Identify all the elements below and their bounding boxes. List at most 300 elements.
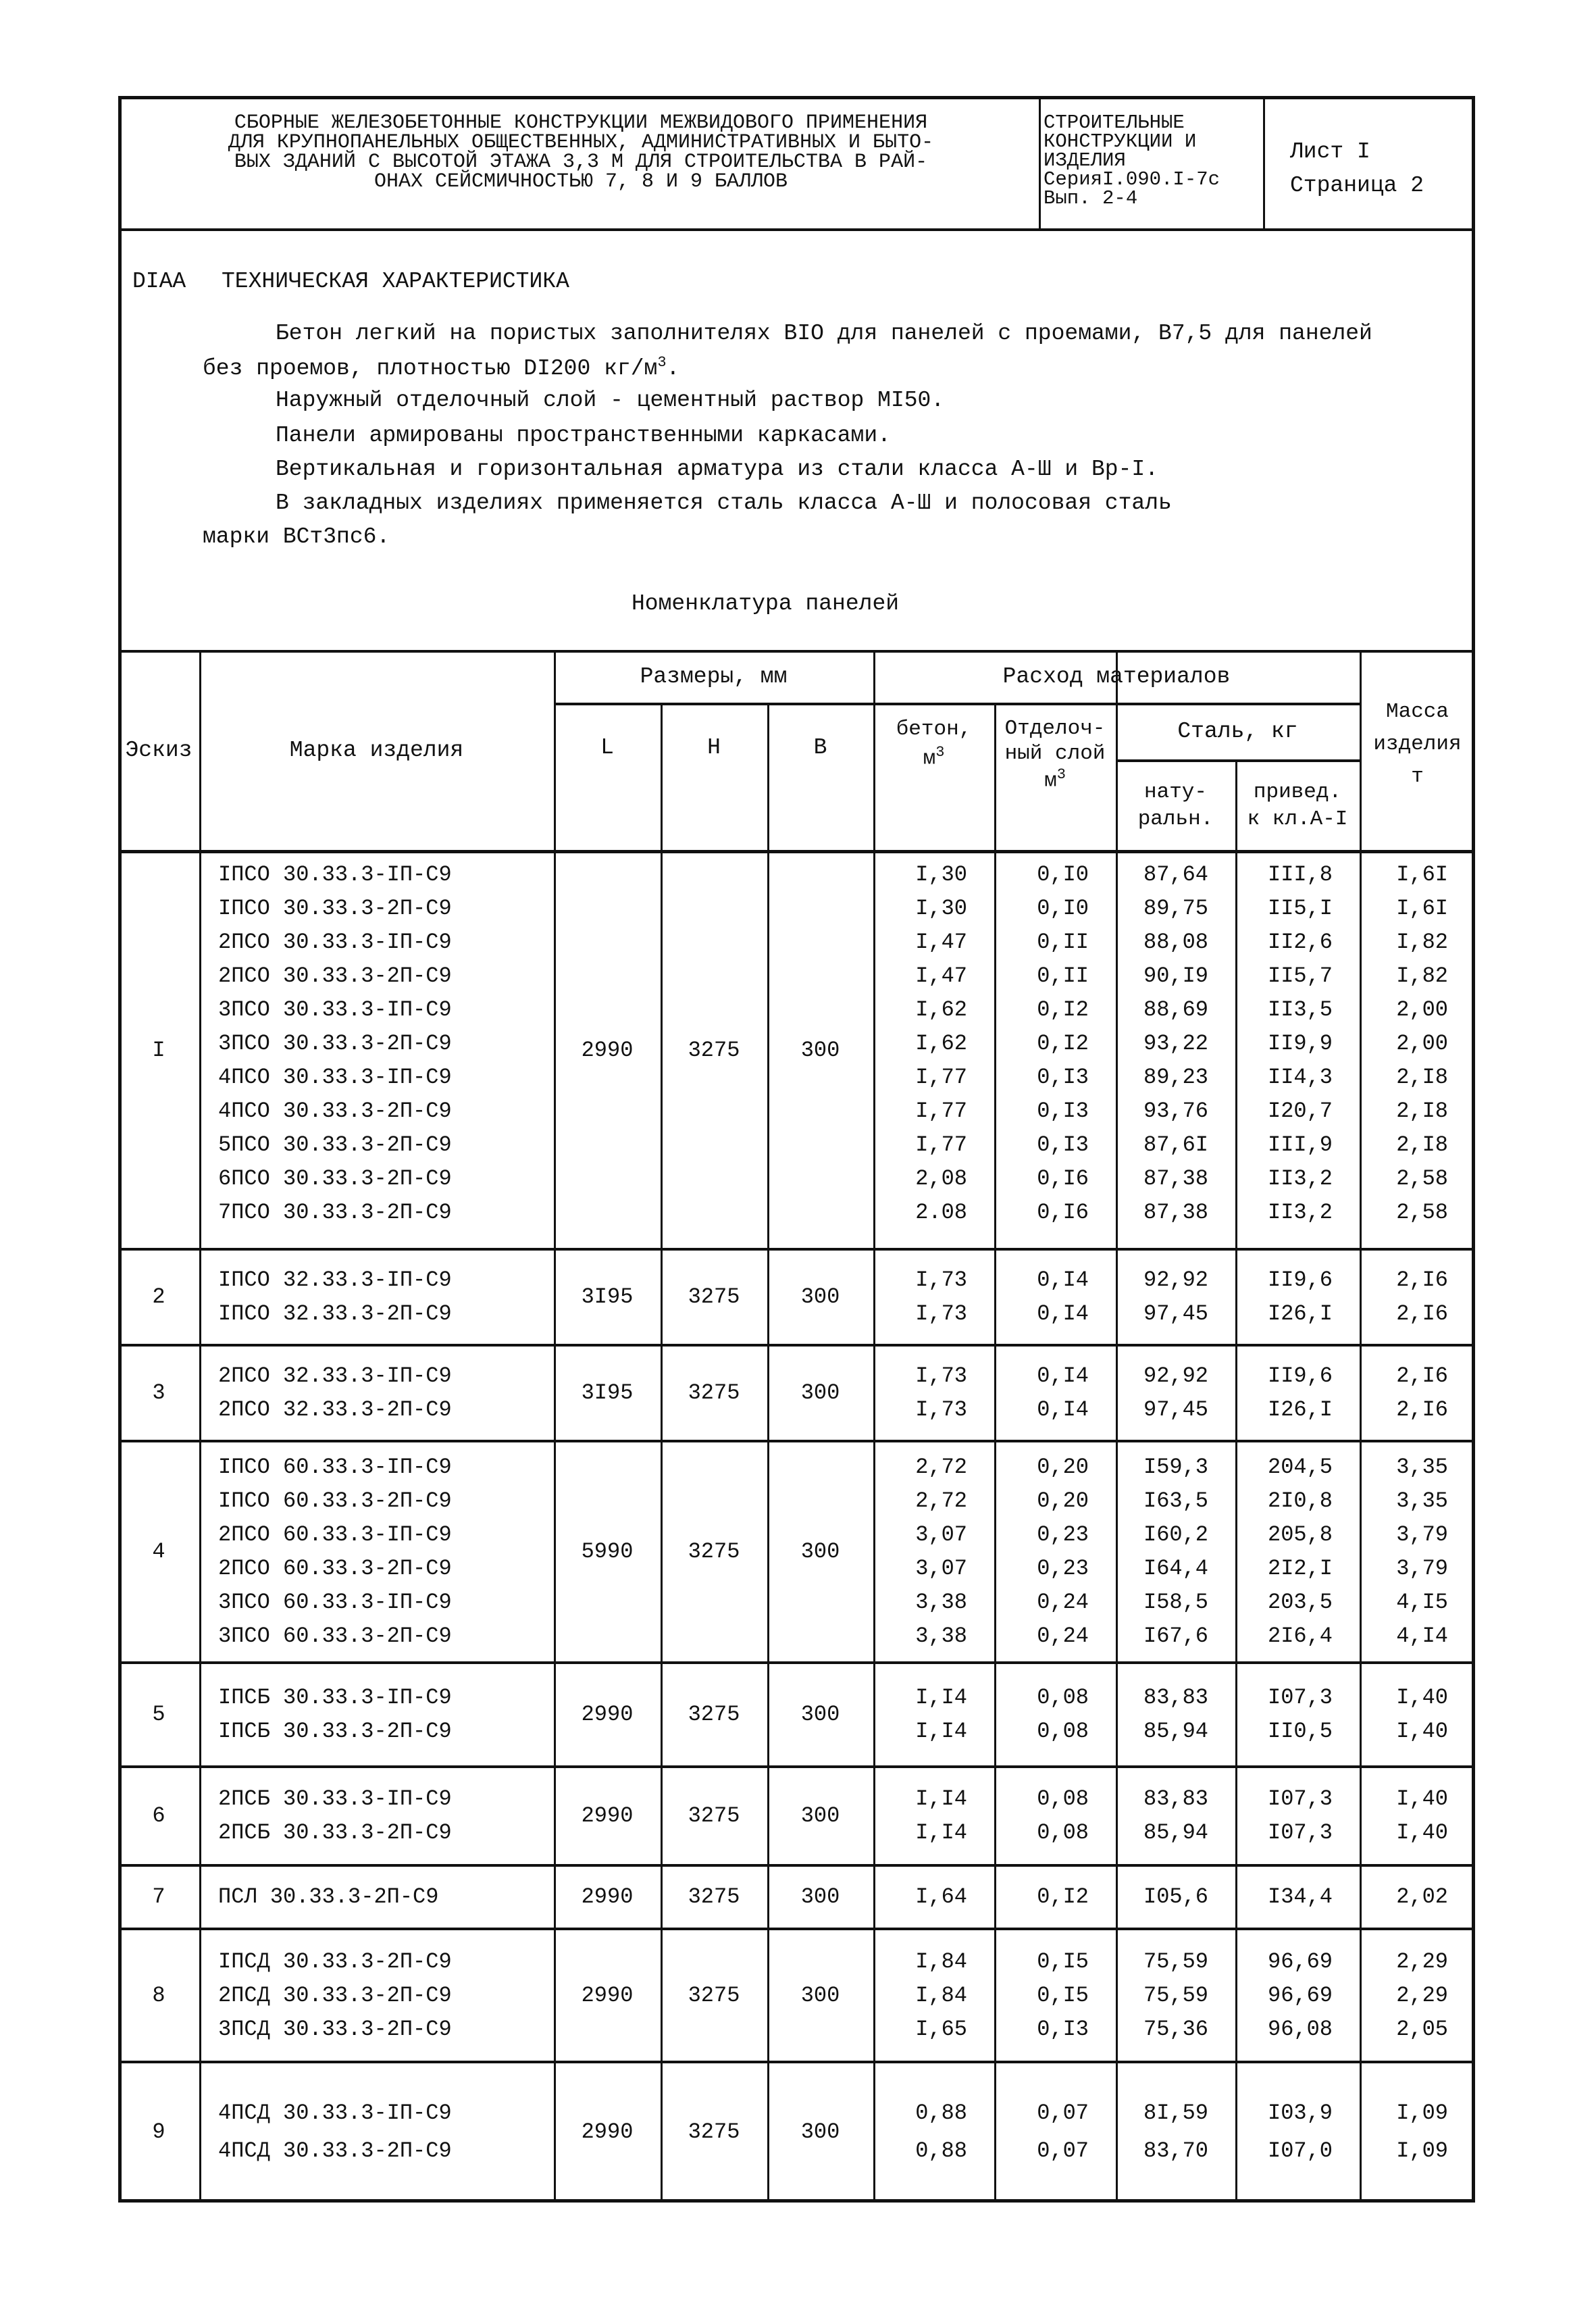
dimension-L: [554, 1865, 661, 1929]
col-L: L: [600, 734, 614, 760]
steel-natural-cell: 92,92: [1143, 1267, 1208, 1292]
finish-cell: 0,I3: [1037, 2016, 1089, 2042]
column-mass: [1360, 1663, 1475, 1767]
dimension-H: [661, 1249, 767, 1345]
sketch-number-value: 6: [152, 1803, 165, 1828]
divider: [1039, 96, 1041, 230]
label: Масса: [1385, 700, 1449, 724]
steel-reduced-cell: I07,3: [1267, 1820, 1333, 1845]
steel-reduced-cell: I07,3: [1267, 1685, 1333, 1710]
dimension-L-value: 2990: [581, 2119, 634, 2144]
superscript: 3: [935, 744, 945, 761]
dimension-B: [767, 1865, 873, 1929]
divider: [1263, 96, 1265, 230]
column-concrete: [873, 851, 994, 1249]
title-line: ДЛЯ КРУПНОПАНЕЛЬНЫХ ОБЩЕСТВЕННЫХ, АДМИНИСТРАТИВНЫХ И БЫТО-: [228, 131, 934, 154]
dimension-H: [661, 1345, 767, 1441]
concrete-cell: I,30: [915, 896, 967, 921]
steel-reduced-cell: I26,I: [1267, 1397, 1333, 1422]
mark-cell: 2ПСБ 30.33.3-2П-С9: [218, 1820, 452, 1845]
section-code: DIAA: [132, 269, 186, 294]
finish-cell: 0,II: [1037, 930, 1089, 955]
paragraph-text: .: [666, 356, 680, 381]
steel-reduced-cell: 2I0,8: [1267, 1488, 1333, 1513]
dimension-B-value: 300: [800, 1884, 840, 1909]
mass-cell: 3,79: [1396, 1522, 1448, 1547]
page-number: Страница 2: [1290, 173, 1424, 198]
mass-cell: 2,00: [1396, 1031, 1448, 1056]
finish-cell: 0,08: [1037, 1820, 1089, 1845]
dimension-H-value: 3275: [688, 1702, 740, 1727]
steel-natural-cell: 83,83: [1143, 1786, 1208, 1811]
column-finish: [994, 1865, 1116, 1929]
mass-cell: I,09: [1396, 2138, 1448, 2163]
label: [923, 743, 945, 773]
col-mark: Марка изделия: [289, 737, 464, 763]
col-mass: [1360, 696, 1475, 793]
column-mark: [199, 851, 554, 1249]
column-concrete: [873, 1767, 994, 1865]
steel-reduced-cell: III,9: [1267, 1132, 1333, 1157]
finish-cell: 0,I0: [1037, 862, 1089, 887]
sketch-number: [118, 1249, 199, 1345]
column-concrete: [873, 1929, 994, 2062]
steel-natural-cell: 75,36: [1143, 2016, 1208, 2042]
concrete-cell: 2.08: [915, 1200, 967, 1225]
sketch-number: [118, 1663, 199, 1767]
steel-natural-cell: 89,75: [1143, 896, 1208, 921]
column-mark: [199, 1767, 554, 1865]
mark-cell: 2ПСД 30.33.3-2П-С9: [218, 1982, 452, 2008]
concrete-cell: I,77: [915, 1099, 967, 1124]
paragraph: Панели армированы пространственными каркасами.: [276, 423, 891, 448]
mark-cell: IПСО 32.33.3-IП-С9: [218, 1267, 452, 1292]
label: Отделоч-: [1004, 717, 1106, 740]
steel-natural-cell: 88,69: [1143, 997, 1208, 1022]
finish-cell: 0,20: [1037, 1455, 1089, 1480]
mass-cell: 2,I6: [1396, 1397, 1448, 1422]
dimension-H-value: 3275: [688, 1982, 740, 2008]
concrete-cell: 2,08: [915, 1166, 967, 1191]
steel-reduced-cell: I07,0: [1267, 2138, 1333, 2163]
column-steel-natural: [1116, 1441, 1235, 1663]
column-steel-reduced: [1235, 1929, 1360, 2062]
steel-natural-cell: 93,76: [1143, 1099, 1208, 1124]
finish-cell: 0,24: [1037, 1590, 1089, 1615]
unit: м: [923, 747, 936, 771]
col-sizes: Размеры, мм: [640, 663, 788, 689]
steel-reduced-cell: II4,3: [1267, 1065, 1333, 1090]
sketch-number: [118, 2062, 199, 2203]
dimension-L: [554, 1345, 661, 1441]
dimension-L: [554, 1767, 661, 1865]
steel-natural-cell: 87,64: [1143, 862, 1208, 887]
mass-cell: I,6I: [1396, 862, 1448, 887]
mass-cell: 2,I8: [1396, 1065, 1448, 1090]
column-steel-reduced: [1235, 2062, 1360, 2203]
column-steel-reduced: [1235, 851, 1360, 1249]
dimension-B-value: 300: [800, 1539, 840, 1564]
column-concrete: [873, 1345, 994, 1441]
finish-cell: 0,I2: [1037, 1031, 1089, 1056]
mass-cell: 2,05: [1396, 2016, 1448, 2042]
concrete-cell: 3,07: [915, 1556, 967, 1581]
mark-cell: 6ПСО 30.33.3-2П-С9: [218, 1166, 452, 1191]
dimension-H: [661, 1865, 767, 1929]
steel-natural-cell: 85,94: [1143, 1820, 1208, 1845]
mark-cell: IПСО 32.33.3-2П-С9: [218, 1301, 452, 1326]
column-finish: [994, 1767, 1116, 1865]
mass-cell: I,40: [1396, 1820, 1448, 1845]
column-steel-natural: [1116, 851, 1235, 1249]
mass-cell: 3,35: [1396, 1455, 1448, 1480]
sketch-number: [118, 1929, 199, 2062]
dimension-B-value: 300: [800, 2119, 840, 2144]
superscript: 3: [1056, 766, 1066, 784]
mark-cell: 3ПСО 30.33.3-IП-С9: [218, 997, 452, 1022]
steel-reduced-cell: I03,9: [1267, 2101, 1333, 2126]
mass-cell: 2,29: [1396, 1948, 1448, 1974]
steel-reduced-cell: II5,7: [1267, 963, 1333, 988]
steel-natural-cell: 93,22: [1143, 1031, 1208, 1056]
finish-cell: 0,I5: [1037, 1948, 1089, 1974]
concrete-cell: I,65: [915, 2016, 967, 2042]
mark-cell: 3ПСД 30.33.3-2П-С9: [218, 2016, 452, 2042]
steel-reduced-cell: II9,6: [1267, 1363, 1333, 1388]
column-finish: [994, 1663, 1116, 1767]
mark-cell: IПСО 30.33.3-2П-С9: [218, 896, 452, 921]
concrete-cell: I,77: [915, 1132, 967, 1157]
finish-cell: 0,I3: [1037, 1065, 1089, 1090]
column-steel-natural: [1116, 1767, 1235, 1865]
column-steel-natural: [1116, 1345, 1235, 1441]
steel-reduced-cell: 96,69: [1267, 1948, 1333, 1974]
concrete-cell: I,30: [915, 862, 967, 887]
dimension-B: [767, 1929, 873, 2062]
column-mass: [1360, 851, 1475, 1249]
steel-reduced-cell: 96,69: [1267, 1982, 1333, 2008]
steel-natural-cell: 75,59: [1143, 1948, 1208, 1974]
sketch-number: [118, 1441, 199, 1663]
title-line: ОНАХ СЕЙСМИЧНОСТЬЮ 7, 8 И 9 БАЛЛОВ: [374, 170, 788, 193]
mark-cell: 2ПСО 32.33.3-2П-С9: [218, 1397, 452, 1422]
steel-reduced-cell: 96,08: [1267, 2016, 1333, 2042]
column-steel-natural: [1116, 1663, 1235, 1767]
label: привед.: [1253, 780, 1342, 804]
column-finish: [994, 1441, 1116, 1663]
dimension-H-value: 3275: [688, 1884, 740, 1909]
paragraph: [203, 354, 679, 381]
dimension-L-value: 2990: [581, 1037, 634, 1063]
finish-cell: 0,23: [1037, 1556, 1089, 1581]
concrete-cell: I,I4: [915, 1685, 967, 1710]
column-mark: [199, 1663, 554, 1767]
dimension-B: [767, 1345, 873, 1441]
column-steel-reduced: [1235, 1663, 1360, 1767]
finish-cell: 0,I4: [1037, 1301, 1089, 1326]
column-concrete: [873, 1865, 994, 1929]
dimension-B-value: 300: [800, 1037, 840, 1063]
dimension-B: [767, 1663, 873, 1767]
label: ральн.: [1137, 807, 1214, 831]
concrete-cell: 0,88: [915, 2138, 967, 2163]
dimension-B-value: 300: [800, 1702, 840, 1727]
steel-reduced-cell: 2I2,I: [1267, 1556, 1333, 1581]
superscript: 3: [657, 354, 667, 371]
dimension-H-value: 3275: [688, 1380, 740, 1405]
mass-cell: I,82: [1396, 963, 1448, 988]
mass-cell: 4,I5: [1396, 1590, 1448, 1615]
finish-cell: 0,I3: [1037, 1132, 1089, 1157]
mark-cell: 2ПСО 32.33.3-IП-С9: [218, 1363, 452, 1388]
column-mass: [1360, 1767, 1475, 1865]
steel-natural-cell: 89,23: [1143, 1065, 1208, 1090]
column-steel-reduced: [1235, 1441, 1360, 1663]
mark-cell: 3ПСО 60.33.3-2П-С9: [218, 1624, 452, 1649]
mark-cell: 2ПСО 60.33.3-2П-С9: [218, 1556, 452, 1581]
mass-cell: 2,58: [1396, 1200, 1448, 1225]
finish-cell: 0,I6: [1037, 1166, 1089, 1191]
mark-cell: IПСБ 30.33.3-2П-С9: [218, 1719, 452, 1744]
steel-reduced-cell: II3,2: [1267, 1200, 1333, 1225]
sketch-number-value: 8: [152, 1982, 165, 2008]
dimension-H: [661, 1441, 767, 1663]
steel-reduced-cell: I26,I: [1267, 1301, 1333, 1326]
steel-natural-cell: 97,45: [1143, 1397, 1208, 1422]
mark-cell: 5ПСО 30.33.3-2П-С9: [218, 1132, 452, 1157]
dimension-L: [554, 1249, 661, 1345]
steel-reduced-cell: II2,6: [1267, 930, 1333, 955]
concrete-cell: I,73: [915, 1267, 967, 1292]
steel-reduced-cell: I34,4: [1267, 1884, 1333, 1909]
finish-cell: 0,I2: [1037, 1884, 1089, 1909]
column-finish: [994, 1345, 1116, 1441]
mark-cell: IПСБ 30.33.3-IП-С9: [218, 1685, 452, 1710]
mass-cell: 2,I6: [1396, 1267, 1448, 1292]
dimension-L-value: 3I95: [581, 1380, 634, 1405]
steel-natural-cell: I59,3: [1143, 1455, 1208, 1480]
dimension-B: [767, 1249, 873, 1345]
mark-cell: IПСО 30.33.3-IП-С9: [218, 862, 452, 887]
col-sketch: Эскиз: [125, 737, 192, 763]
finish-cell: 0,23: [1037, 1522, 1089, 1547]
dimension-L-value: 5990: [581, 1539, 634, 1564]
series-line: КОНСТРУКЦИИ И: [1044, 130, 1197, 153]
col-H: H: [707, 734, 721, 760]
mass-cell: 2,I6: [1396, 1363, 1448, 1388]
steel-reduced-cell: I20,7: [1267, 1099, 1333, 1124]
steel-reduced-cell: 204,5: [1267, 1455, 1333, 1480]
column-steel-reduced: [1235, 1249, 1360, 1345]
concrete-cell: I,62: [915, 997, 967, 1022]
sketch-number-value: 3: [152, 1380, 165, 1405]
mark-cell: 2ПСО 30.33.3-IП-С9: [218, 930, 452, 955]
steel-natural-cell: I67,6: [1143, 1624, 1208, 1649]
column-steel-natural: [1116, 2062, 1235, 2203]
unit: м: [1044, 769, 1057, 793]
finish-cell: 0,I5: [1037, 1982, 1089, 2008]
concrete-cell: I,77: [915, 1065, 967, 1090]
concrete-cell: I,73: [915, 1301, 967, 1326]
concrete-cell: 3,38: [915, 1624, 967, 1649]
steel-natural-cell: 83,83: [1143, 1685, 1208, 1710]
col-steel: Сталь, кг: [1177, 718, 1298, 744]
dimension-H: [661, 1767, 767, 1865]
dimension-B-value: 300: [800, 1982, 840, 2008]
concrete-cell: 2,72: [915, 1488, 967, 1513]
dimension-B: [767, 1441, 873, 1663]
sketch-number: [118, 851, 199, 1249]
sketch-number: [118, 1345, 199, 1441]
steel-natural-cell: I58,5: [1143, 1590, 1208, 1615]
steel-natural-cell: I63,5: [1143, 1488, 1208, 1513]
steel-reduced-cell: 203,5: [1267, 1590, 1333, 1615]
column-mark: [199, 1249, 554, 1345]
mass-cell: I,6I: [1396, 896, 1448, 921]
concrete-cell: 0,88: [915, 2101, 967, 2126]
mark-cell: 4ПСД 30.33.3-2П-С9: [218, 2138, 452, 2163]
column-steel-reduced: [1235, 1767, 1360, 1865]
dimension-H-value: 3275: [688, 1539, 740, 1564]
title-line: СБОРНЫЕ ЖЕЛЕЗОБЕТОННЫЕ КОНСТРУКЦИИ МЕЖВИДОВОГО ПРИМЕНЕНИЯ: [234, 111, 928, 134]
steel-natural-cell: 87,38: [1143, 1200, 1208, 1225]
column-mass: [1360, 1865, 1475, 1929]
label: т: [1411, 765, 1424, 789]
sheet-number: Лист I: [1290, 139, 1370, 164]
steel-natural-cell: I60,2: [1143, 1522, 1208, 1547]
divider: [118, 228, 1475, 231]
label: ный слой: [1004, 742, 1106, 766]
dimension-H: [661, 2062, 767, 2203]
finish-cell: 0,20: [1037, 1488, 1089, 1513]
col-finish: [994, 716, 1116, 794]
series-line: СТРОИТЕЛЬНЫЕ: [1044, 111, 1185, 134]
mass-cell: I,09: [1396, 2101, 1448, 2126]
dimension-L: [554, 1929, 661, 2062]
series-line: ИЗДЕЛИЯ: [1044, 149, 1126, 172]
column-finish: [994, 1249, 1116, 1345]
steel-reduced-cell: II5,I: [1267, 896, 1333, 921]
column-mark: [199, 1345, 554, 1441]
concrete-cell: 3,38: [915, 1590, 967, 1615]
col-materials: Расход материалов: [1002, 663, 1231, 689]
steel-natural-cell: 88,08: [1143, 930, 1208, 955]
finish-cell: 0,II: [1037, 963, 1089, 988]
dimension-L: [554, 1663, 661, 1767]
steel-natural-cell: 87,6I: [1143, 1132, 1208, 1157]
paragraph: В закладных изделиях применяется сталь класса А-Ш и полосовая сталь: [276, 491, 1172, 515]
column-steel-natural: [1116, 1249, 1235, 1345]
column-finish: [994, 1929, 1116, 2062]
paragraph: марки ВСт3пс6.: [203, 524, 390, 549]
sketch-number-value: 4: [152, 1539, 165, 1564]
steel-reduced-cell: III,8: [1267, 862, 1333, 887]
column-concrete: [873, 1441, 994, 1663]
label: к кл.А-I: [1247, 807, 1348, 831]
steel-natural-cell: I05,6: [1143, 1884, 1208, 1909]
dimension-H: [661, 851, 767, 1249]
column-steel-natural: [1116, 1865, 1235, 1929]
column-steel-natural: [1116, 1929, 1235, 2062]
column-steel-reduced: [1235, 1345, 1360, 1441]
dimension-H: [661, 1929, 767, 2062]
concrete-cell: 3,07: [915, 1522, 967, 1547]
concrete-cell: I,I4: [915, 1786, 967, 1811]
series-line: Вып. 2-4: [1044, 187, 1138, 209]
column-concrete: [873, 1249, 994, 1345]
mark-cell: ПСЛ 30.33.3-2П-С9: [218, 1884, 439, 1909]
dimension-B: [767, 1767, 873, 1865]
sketch-number-value: 5: [152, 1702, 165, 1727]
finish-cell: 0,I4: [1037, 1363, 1089, 1388]
finish-cell: 0,07: [1037, 2138, 1089, 2163]
steel-natural-cell: 87,38: [1143, 1166, 1208, 1191]
steel-natural-cell: 8I,59: [1143, 2101, 1208, 2126]
mark-cell: IПСД 30.33.3-2П-С9: [218, 1948, 452, 1974]
sketch-number-value: I: [152, 1037, 165, 1063]
mass-cell: 4,I4: [1396, 1624, 1448, 1649]
dimension-L-value: 2990: [581, 1702, 634, 1727]
finish-cell: 0,08: [1037, 1719, 1089, 1744]
finish-cell: 0,I0: [1037, 896, 1089, 921]
dimension-H-value: 3275: [688, 2119, 740, 2144]
col-steel-natural: [1116, 762, 1235, 850]
column-mark: [199, 1441, 554, 1663]
mark-cell: 2ПСО 30.33.3-2П-С9: [218, 963, 452, 988]
dimension-H-value: 3275: [688, 1803, 740, 1828]
document-title: [135, 111, 1027, 193]
concrete-cell: I,73: [915, 1363, 967, 1388]
mark-cell: 4ПСО 30.33.3-IП-С9: [218, 1065, 452, 1090]
steel-natural-cell: 97,45: [1143, 1301, 1208, 1326]
steel-reduced-cell: I07,3: [1267, 1786, 1333, 1811]
column-concrete: [873, 1663, 994, 1767]
mark-cell: 2ПСО 60.33.3-IП-С9: [218, 1522, 452, 1547]
mark-cell: 4ПСД 30.33.3-IП-С9: [218, 2101, 452, 2126]
label: нату-: [1143, 780, 1207, 804]
concrete-cell: I,47: [915, 963, 967, 988]
dimension-L-value: 3I95: [581, 1284, 634, 1309]
label: изделия: [1373, 732, 1462, 757]
mass-cell: I,82: [1396, 930, 1448, 955]
concrete-cell: I,84: [915, 1948, 967, 1974]
finish-cell: 0,I2: [1037, 997, 1089, 1022]
paragraph-text: без проемов, плотностью DI200 кг/м: [203, 356, 658, 381]
steel-natural-cell: 85,94: [1143, 1719, 1208, 1744]
column-mass: [1360, 1929, 1475, 2062]
column-mark: [199, 1929, 554, 2062]
mark-cell: 4ПСО 30.33.3-2П-С9: [218, 1099, 452, 1124]
column-mass: [1360, 1441, 1475, 1663]
dimension-L: [554, 1441, 661, 1663]
paragraph: Наружный отделочный слой - цементный раствор MI50.: [276, 388, 945, 413]
column-finish: [994, 851, 1116, 1249]
sketch-number-value: 7: [152, 1884, 165, 1909]
dimension-L: [554, 2062, 661, 2203]
steel-reduced-cell: II3,5: [1267, 997, 1333, 1022]
steel-reduced-cell: II9,9: [1267, 1031, 1333, 1056]
col-concrete: [873, 716, 994, 773]
mass-cell: I,40: [1396, 1786, 1448, 1811]
sketch-number: [118, 1865, 199, 1929]
mark-cell: 7ПСО 30.33.3-2П-С9: [218, 1200, 452, 1225]
dimension-L: [554, 851, 661, 1249]
mark-cell: 2ПСБ 30.33.3-IП-С9: [218, 1786, 452, 1811]
label: [1044, 766, 1066, 794]
column-mass: [1360, 1345, 1475, 1441]
mass-cell: 2,I8: [1396, 1099, 1448, 1124]
concrete-cell: I,62: [915, 1031, 967, 1056]
